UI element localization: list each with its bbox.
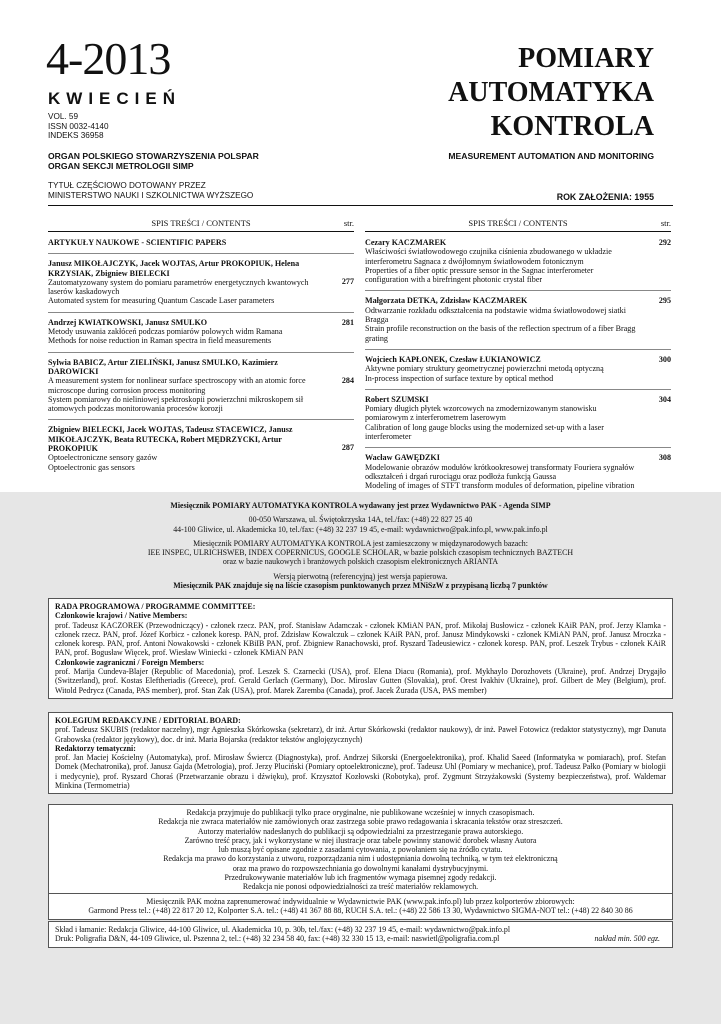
typesetting-line: Skład i łamanie: Redakcja Gliwice, 44-100 Gliwice, ul. Akademicka 10, p. 30b, tel./fax: (+48) 32 237 19 45, e-mail: wydawnictwo@pak.info.pl	[55, 925, 511, 934]
publisher-line: Miesięcznik POMIARY AUTOMATYKA KONTROLA wydawany jest przez Wydawnictwo PAK - Agenda SIMP	[170, 501, 551, 510]
policy-line: lub muszą być opisane zgodnie z zasadami cytowania, z powołaniem się na źródło cytatu.	[218, 845, 503, 855]
founded-year: ROK ZAŁOŻENIA: 1955	[556, 192, 654, 202]
funding-line: TYTUŁ CZĘŚCIOWO DOTOWANY PRZEZ	[48, 181, 206, 190]
editorial-title: KOLEGIUM REDAKCYJNE / EDITORIAL BOARD:	[55, 716, 241, 725]
editorial-text: prof. Tadeusz SKUBIS (redaktor naczelny), mgr Agnieszka Skórkowska (sekretarz), dr inż. Artur Skórkowski (redaktor naukowy), dr inż. Paweł Fotowicz (redaktor statystyczny), mgr Danuta Grabowska (redaktor językowy), doc. dr inż. Maria Bojarska (redaktor tekstów anglojęzycznych)	[55, 725, 666, 744]
thematic-editors-title: Redaktorzy tematyczni:	[55, 743, 136, 753]
toc-heading-text: SPIS TREŚCI / CONTENTS	[468, 218, 568, 228]
native-members-title: Członkowie krajowi / Native Members:	[55, 611, 188, 621]
print-info-box	[48, 921, 673, 948]
native-members-text: prof. Tadeusz KACZOREK (Przewodniczący) - członek rzecz. PAN, prof. Stanisław Adamczak - członek KMiAN PAN, prof. Mikołaj Busłowicz - członek KAiR PAN, prof. Jerzy Klamka - członek rzecz. PAN, prof. Józef Korbicz - członek koresp. PAN, prof. Zdzisław Kowalczuk – członek KAiR PAN, prof. Janusz Mindykowski - członek KMiAN PAN, prof. Janusz Mroczka - członek koresp. PAN, prof. Antoni Nowakowski - członek KBiIB PAN, prof. Zbigniew Ranachowski, prof. Ryszard Tadeusiewicz - członek koresp. PAN, prof. Leszek Trybus - członek KAiR PAN, prof. Bogusław Więcek, prof. Wiesław Winiecki - członek KMiAN PAN	[55, 620, 666, 658]
reference-version: Wersją pierwotną (referencyjną) jest wersja papierowa.	[273, 571, 448, 581]
toc-entry[interactable]	[365, 238, 671, 284]
policy-line: Przedrukowywanie materiałów lub ich fragmentów wymaga pisemnej zgody redakcji.	[224, 873, 497, 883]
journal-title-line: AUTOMATYKA	[448, 77, 654, 108]
issue-month: KWIECIEŃ	[48, 89, 181, 108]
toc-authors: Wojciech KAPŁONEK, Czesław ŁUKIANOWICZ	[365, 354, 541, 364]
publication-meta	[48, 112, 109, 141]
toc-page: 304	[658, 394, 671, 404]
toc-title-pl: Optoelectroniczne sensory gazów	[48, 453, 158, 463]
committee-title: RADA PROGRAMOWA / PROGRAMME COMMITTEE:	[55, 602, 256, 611]
toc-page: 300	[658, 354, 671, 364]
toc-authors: Janusz MIKOŁAJCZYK, Jacek WOJTAS, Artur PROKOPIUK, Helena KRZYSIAK, Zbigniew BIELECKI	[48, 259, 300, 278]
toc-page: 287	[341, 443, 354, 453]
organ-line: ORGAN POLSKIEGO STOWARZYSZENIA POLSPAR	[48, 151, 259, 161]
volume: VOL. 59	[48, 112, 79, 121]
toc-entry[interactable]	[48, 259, 354, 305]
funding-line: MINISTERSTWO NAUKI I SZKOLNICTWA WYŻSZEGO	[48, 191, 254, 200]
toc-page: 292	[658, 238, 671, 247]
toc-heading-text: SPIS TREŚCI / CONTENTS	[151, 218, 251, 228]
toc-title-en: Methods for noise reduction in Raman spectra in field measurements	[48, 336, 272, 346]
indexing-line: oraz w bazie naukowych i branżowych polskich czasopism elektronicznych ARIANTA	[222, 557, 499, 567]
toc-left-column	[48, 218, 354, 478]
publisher-address: 44-100 Gliwice, ul. Akademicka 10, tel./fax: (+48) 32 237 19 45, e-mail: wydawnictwo@pak.info.pl, www.pak.info.pl	[173, 524, 548, 534]
toc-title-en: Strain profile reconstruction on the basis of the reflection spectrum of a fiber Bragg grating	[365, 324, 636, 343]
organ-info	[48, 151, 259, 171]
policy-line: Redakcja ma prawo do korzystania z utworu, rozporządzania nim i udostępniania dowolną techniką, w tym też elektroniczną	[163, 854, 558, 864]
toc-title-pl: Pomiary długich płytek wzorcowych na zmodernizowanym stanowisku pomiarowym z interferometrem laserowym	[365, 404, 597, 423]
issue-number: 4-2013	[46, 33, 171, 84]
policy-line: Redakcja przyjmuje do publikacji tylko prace oryginalne, nie publikowane wcześniej w innych czasopismach.	[186, 808, 535, 817]
programme-committee-box	[48, 598, 673, 699]
policy-line: Redakcja nie ponosi odpowiedzialności za treść materiałów reklamowych.	[242, 882, 479, 892]
toc-page-label: str.	[660, 218, 671, 228]
editorial-policy-box	[48, 804, 673, 896]
toc-authors: Sylwia BABICZ, Artur ZIELIŃSKI, Janusz SMULKO, Kazimierz DAROWICKI	[48, 357, 278, 376]
toc-right-column	[365, 218, 671, 506]
toc-authors: Andrzej KWIATKOWSKI, Janusz SMULKO	[48, 317, 208, 327]
toc-title-en: In-process inspection of surface texture by optical method	[365, 373, 554, 383]
editorial-board-box	[48, 712, 673, 794]
toc-divider	[365, 290, 671, 291]
toc-title-pl: Odtwarzanie rozkładu odkształcenia na podstawie widma światłowodowej siatki Bragga	[365, 305, 626, 325]
toc-entry[interactable]	[365, 355, 671, 383]
policy-line: Redakcja nie zwraca materiałów nie zamówionych oraz zastrzega sobie prawo redagowania i skracania tekstów oraz streszczeń.	[158, 817, 563, 827]
toc-section-title: ARTYKUŁY NAUKOWE - SCIENTIFIC PAPERS	[48, 238, 227, 247]
toc-divider	[48, 352, 354, 353]
toc-authors: Cezary KACZMAREK	[365, 238, 447, 247]
toc-page: 284	[341, 375, 354, 385]
toc-title-pl: Właściwości światłowodowego czujnika ciśnienia zbudowanego w układzie interferometru Sagnaca z dwójłomnym światłowodem fotonicznym	[365, 247, 612, 266]
toc-title-pl: Aktywne pomiary struktury geometrycznej powierzchni metodą optyczną	[365, 364, 604, 374]
header-divider	[48, 205, 673, 206]
toc-title-en: Automated system for measuring Quantum Cascade Laser parameters	[48, 296, 275, 306]
policy-line: oraz ma prawo do rozpowszechniania go dowolnymi kanałami dystrybucyjnymi.	[232, 863, 489, 873]
toc-divider	[48, 419, 354, 420]
journal-title-line: KONTROLA	[490, 111, 654, 142]
indexing-line: IEE INSPEC, ULRICHSWEB, INDEX COPERNICUS, GOOGLE SCHOLAR, w bazie polskich czasopism technicznych BAZTECH	[147, 548, 574, 558]
thematic-editors-text: prof. Jan Maciej Kościelny (Automatyka), prof. Mirosław Świercz (Diagnostyka), prof. Andrzej Sikorski (Energoelektronika), prof. Khalid Saeed (Informatyka w pomiarach), prof. Stefan Domek (Mechatronika), prof. Janusz Gajda (Metrologia), prof. Jerzy Pluciński (Pomiary optoelektroniczne), prof. Tadeusz Uhl (Pomiary w mechanice), prof. Tadeusz Pałko (Pomiary w biologii i medycynie), prof. Ryszard Choraś (Przetwarzanie obrazu i dźwięku), prof. Krzysztof Kozłowski (Robotyka), prof. Zygmunt Strzyżakowski (Systemy bezpieczeństwa), prof. Waldemar Minkina (Termometria)	[55, 753, 666, 791]
toc-page: 281	[341, 317, 354, 327]
subscription-line: Garmond Press tel.: (+48) 22 817 20 12, Kolporter S.A. tel.: (+48) 41 367 88 88, RUCH S.A. tel.: (+48) 22 586 13 30, Wydawnictwo SIGMA-NOT tel.: (+48) 22 840 30 86	[88, 906, 633, 916]
toc-divider	[48, 312, 354, 313]
toc-entry[interactable]	[48, 358, 354, 414]
issn: ISSN 0032-4140	[48, 121, 109, 131]
foreign-members-text: prof. Marija Cundeva-Blajer (Republic of Macedonia), prof. Leszek S. Czarnecki (USA), prof. Elena Diacu (Romania), prof. Mykhaylo Dorozhovets (Ukraine), prof. Andrzej Drygajło (Switzerland), prof. Kostas Eleftheriadis (Greece), prof. Gerald Gerlach (Germany), Doc. Miroslav Gutten (Slovakia), prof. Orest Ivakhiv (Ukraine), prof. Gilbert de Mey (Belgium), prof. Witold Pedrycz (Canada, PAS member), prof. Stan Zak (USA), prof. Marek Zaremba (Canada), prof. Jacek Żurada (USA, PAS member)	[55, 667, 666, 695]
journal-title-line: POMIARY	[518, 43, 654, 74]
toc-entry[interactable]	[365, 296, 671, 342]
toc-authors: Wacław GAWĘDZKI	[365, 453, 440, 463]
toc-title-pl: Modelowanie obrazów modułów krótkookresowej transformaty Fouriera sygnałów odkształceń i drgań rurociągu oraz podłoża funkcją Gaussa	[365, 462, 635, 481]
toc-divider	[48, 253, 354, 254]
publisher-box	[48, 498, 673, 593]
organ-line: ORGAN SEKCJI METROLOGII SIMP	[48, 161, 194, 171]
indexing-line: Miesięcznik POMIARY AUTOMATYKA KONTROLA jest zamieszczony w międzynarodowych bazach:	[193, 538, 528, 548]
toc-divider	[365, 447, 671, 448]
toc-entry[interactable]	[365, 395, 671, 441]
funding-info	[48, 181, 253, 201]
toc-title-pl: Metody usuwania zakłóceń podczas pomiarów polowych widm Ramana	[48, 327, 283, 337]
toc-title-pl: Zautomatyzowany system do pomiaru parametrów energetycznych kwantowych laserów kaskadowych	[48, 277, 309, 297]
points-line: Miesięcznik PAK znajduje się na liście czasopism punktowanych przez MNiSzW z przypisaną liczbą 7 punktów	[173, 581, 548, 591]
journal-title	[448, 42, 654, 144]
toc-heading	[48, 218, 354, 232]
toc-authors: Małgorzata DETKA, Zdzisław KACZMAREK	[365, 296, 528, 306]
english-title: MEASUREMENT AUTOMATION AND MONITORING	[448, 151, 654, 161]
toc-page: 277	[341, 277, 354, 287]
toc-page: 308	[658, 453, 671, 463]
toc-entry[interactable]	[48, 318, 354, 346]
toc-title-pl: A measurement system for nonlinear surface spectroscopy with an atomic force microscope during corrosion process monitoring	[48, 376, 306, 395]
subscription-box	[48, 893, 673, 920]
policy-line: Autorzy materiałów nadesłanych do publikacji są odpowiedzialni za przestrzeganie prawa autorskiego.	[197, 826, 524, 836]
toc-divider	[365, 389, 671, 390]
toc-title-en: Optoelectronic gas sensors	[48, 462, 135, 472]
foreign-members-title: Członkowie zagraniczni / Foreign Members:	[55, 657, 205, 667]
subscription-line: Miesięcznik PAK można zaprenumerować indywidualnie w Wydawnictwie PAK (www.pak.info.pl) lub przez kolporterów zbiorowych:	[146, 897, 575, 906]
indeks: INDEKS 36958	[48, 131, 104, 141]
toc-authors: Zbigniew BIELECKI, Jacek WOJTAS, Tadeusz STACEWICZ, Janusz MIKOŁAJCZYK, Beata RUTECKA, Robert MĘDRZYCKI, Artur PROKOPIUK	[48, 425, 293, 454]
toc-authors: Robert SZUMSKI	[365, 394, 429, 404]
toc-page: 295	[658, 296, 671, 306]
toc-title-en: System pomiarowy do nieliniowej spektroskopii powierzchni mikroskopem sił atomowych podczas monitorowania procesów korozji	[48, 394, 304, 414]
toc-title-en: Calibration of long gauge blocks using the modernized set-up with a laser interferometer	[365, 422, 604, 442]
toc-title-en: Properties of a fiber optic pressure sensor in the Sagnac interferometer configuration with a birefringent photonic crystal fiber	[365, 265, 594, 285]
publisher-address: 00-050 Warszawa, ul. Świętokrzyska 14A, tel./fax: (+48) 22 827 25 40	[248, 515, 473, 525]
toc-entry[interactable]	[48, 425, 354, 471]
toc-page-label: str.	[343, 218, 354, 228]
toc-heading	[365, 218, 671, 232]
print-run: nakład min. 500 egz.	[594, 934, 660, 944]
policy-line: Zarówno treść pracy, jak i wykorzystane w niej ilustracje oraz tabele powinny stanowić dorobek własny Autora	[184, 835, 537, 845]
toc-title-en: Modeling of images of STFT transform modules of deformation, pipeline vibration	[365, 481, 635, 491]
toc-divider	[365, 349, 671, 350]
printing-line: Druk: Poligrafia D&N, 44-109 Gliwice, ul. Pszenna 2, tel.: (+48) 32 234 58 40, fax: (+48) 32 330 15 13, e-mail: naswietl@poligrafia.com.pl	[55, 934, 500, 944]
print-row	[55, 934, 666, 943]
